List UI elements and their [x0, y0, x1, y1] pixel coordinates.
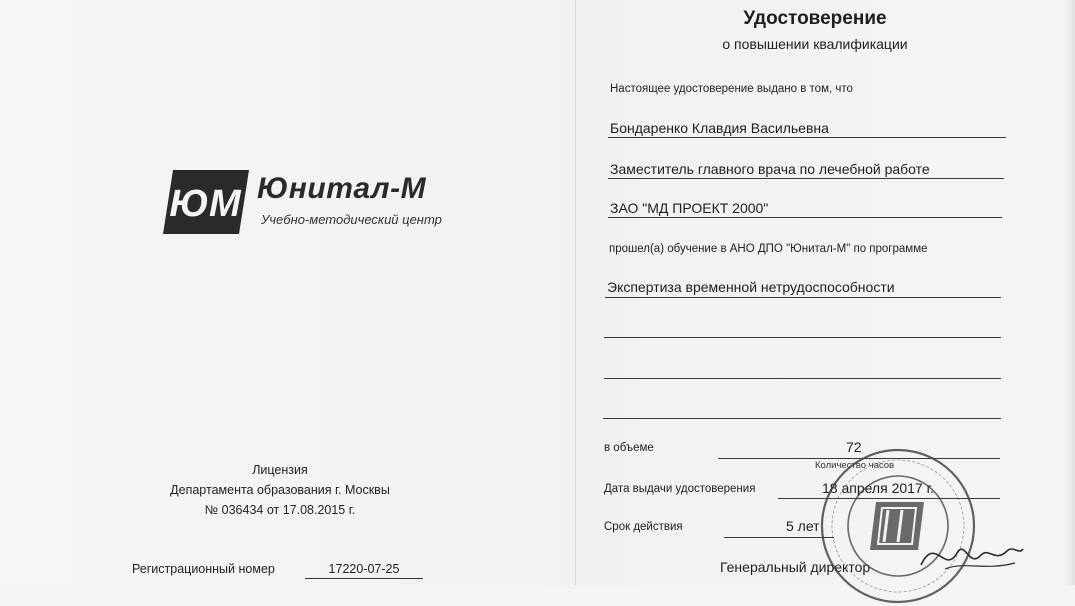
organization-field: ЗАО "МД ПРОЕКТ 2000" [610, 200, 769, 216]
unital-logo [163, 168, 463, 240]
page-fold [575, 0, 576, 585]
program-field: Экспертиза временной нетрудоспособности [607, 279, 895, 295]
organization-line [608, 217, 1002, 218]
issue-date-label: Дата выдачи удостоверения [604, 483, 756, 495]
registration-number: 17220-07-25 [328, 562, 400, 576]
certificate-subtitle: о повышении квалификации [722, 36, 908, 52]
position-line [608, 178, 1004, 179]
hours-caption: Количество часов [815, 460, 895, 471]
director-label: Генеральный директор [720, 559, 871, 575]
program-line [605, 297, 1001, 298]
logo-title: Юнитал-М [257, 172, 427, 205]
logo-subtitle: Учебно-методический центр [261, 212, 442, 227]
full-name: Бондаренко Клавдия Васильевна [610, 120, 829, 136]
signature-icon [915, 525, 1025, 580]
logo-mark-letters: ЮМ [169, 183, 241, 225]
license-authority: Департамента образования г. Москвы [170, 483, 390, 497]
training-intro: прошел(а) обучение в АНО ДПО "Юнитал-М" по программе [609, 243, 928, 255]
issue-date-value: 18 апреля 2017 г. [822, 480, 934, 496]
position-field: Заместитель главного врача по лечебной работе [610, 161, 930, 177]
volume-label: в объеме [604, 442, 654, 454]
certificate-title: Удостоверение [743, 8, 887, 29]
blank-line-3 [603, 418, 1001, 419]
registration-underline [305, 578, 423, 579]
blank-line-1 [604, 337, 1001, 338]
full-name-line [608, 137, 1006, 138]
license-number: № 036434 от 17.08.2015 г. [204, 503, 356, 517]
license-block [160, 460, 400, 520]
volume-value: 72 [846, 439, 862, 455]
page-edge-shadow [1063, 0, 1075, 585]
registration-label: Регистрационный номер [132, 562, 275, 576]
issued-intro: Настоящее удостоверение выдано в том, что [610, 83, 853, 95]
logo-mark-icon [163, 168, 249, 236]
blank-line-2 [604, 378, 1001, 379]
validity-label: Срок действия [604, 521, 683, 533]
validity-value: 5 лет [786, 518, 820, 534]
license-title: Лицензия [252, 463, 308, 477]
